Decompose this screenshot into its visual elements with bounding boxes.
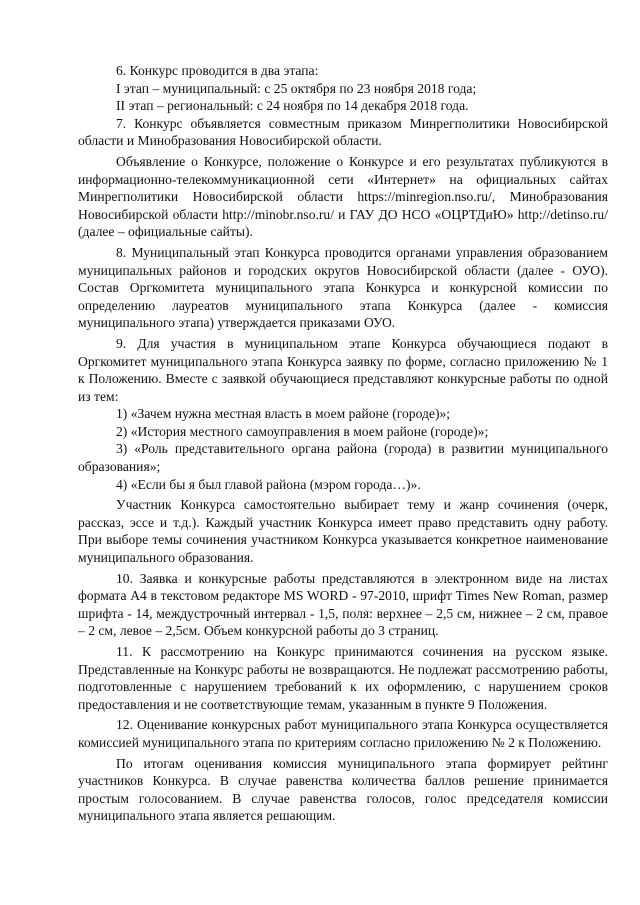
paragraph-9-participation: 9. Для участия в муниципальном этапе Конкурса обучающиеся подают в Оргкомитет муниципального этапа Конкурса заявку по форме, согласно приложению № 1 к Положению. Вместе с заявкой обучающиеся представляют конкурсные работы по одной из тем: (78, 335, 608, 404)
paragraph-8-municipal-stage: 8. Муниципальный этап Конкурса проводится органами управления образованием муниципальных районов и городских округов Новосибирской области (далее - ОУО). Состав Оргкомитета муниципального этапа Конкурса и конкурсной комиссии по определению лауреатов муниципального этапа Конкурса (далее - комиссия муниципального этапа) утверждается приказами ОУО. (78, 244, 608, 331)
topic-1: 1) «Зачем нужна местная власть в моем районе (городе)»; (116, 406, 451, 422)
topic-4: 4) «Если бы я был главой района (мэром города…)». (116, 476, 421, 492)
topic-2: 2) «История местного самоуправления в моем районе (городе)»; (116, 423, 489, 439)
paragraph-7-announcement: 7. Конкурс объявляется совместным приказом Минрегполитики Новосибирской области и Минобразования Новосибирской области. (78, 115, 608, 149)
paragraph-stage-2: II этап – региональный: с 24 ноября по 14 декабря 2018 года. (116, 98, 469, 114)
paragraph-10-format: 10. Заявка и конкурсные работы представляются в электронном виде на листах формата А4 в текстовом редакторе MS WORD - 97-2010, шрифт Times New Roman, размер шрифта - 14, междустрочный интервал - 1,5, поля: верхнее – 2,5 см, нижнее – 2 см, правое – 2 см, левое – 2,5см. Объем конкурсной работы до 3 страниц. (78, 570, 608, 639)
paragraph-stage-1: I этап – муниципальный: с 25 октября по 23 ноября 2018 года; (116, 80, 477, 96)
paragraph-publication: Объявление о Конкурсе, положение о Конкурсе и его результатах публикуются в информационно-телекоммуникационной сети «Интернет» на официальных сайтах Минрегполитики Новосибирской области https://minregion.nso.ru/, Минобразования Новосибирской области http://minobr.nso.ru/ и ГАУ ДО НСО «ОЦРТДиЮ» http://detinso.ru/ (далее – официальные сайты). (78, 153, 608, 240)
paragraph-stages-intro: 6. Конкурс проводится в два этапа: (116, 63, 319, 78)
topic-3: 3) «Роль представительного органа района (города) в развитии муниципального образования»; (78, 441, 608, 475)
paragraph-participant-choice: Участник Конкурса самостоятельно выбирает тему и жанр сочинения (очерк, рассказ, эссе и т.д.). Каждый участник Конкурса имеет право представить одну работу. При выборе темы сочинения участником Конкурса указывается конкретное наименование муниципального образования. (78, 497, 608, 566)
paragraph-rating: По итогам оценивания комиссия муниципального этапа формирует рейтинг участников Конкурса. В случае равенства количества баллов решение принимается простым голосованием. В случае равенства голосов, голос председателя комиссии муниципального этапа является решающим. (78, 755, 608, 824)
paragraph-12-evaluation: 12. Оценивание конкурсных работ муниципального этапа Конкурса осуществляется комиссией муниципального этапа по критериям согласно приложению № 2 к Положению. (78, 717, 608, 750)
paragraph-11-acceptance: 11. К рассмотрению на Конкурс принимаются сочинения на русском языке. Представленные на Конкурс работы не возвращаются. Не подлежат рассмотрению работы, подготовленные с нарушением требований к их оформлению, с нарушением сроков предоставления и не соответствующие темам, указанным в пункте 9 Положения. (78, 644, 608, 712)
